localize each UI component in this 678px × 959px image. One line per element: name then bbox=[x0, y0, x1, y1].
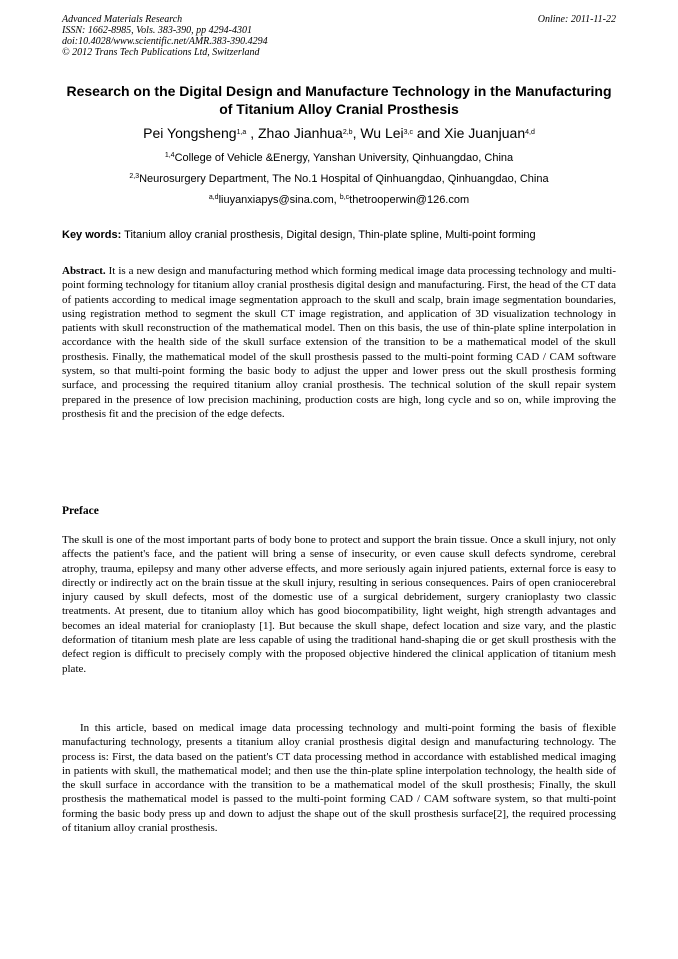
issn-line: ISSN: 1662-8985, Vols. 383-390, pp 4294-4301 bbox=[62, 25, 252, 36]
affiliation-text: College of Vehicle &Energy, Yanshan University, Qinhuangdao, China bbox=[174, 152, 514, 164]
abstract-label: Abstract. bbox=[62, 265, 106, 277]
author-sup: 3,c bbox=[403, 129, 414, 136]
body-paragraph: The skull is one of the most important parts of body bone to protect and support the brain tissue. Once a skull injury, not only affects the patient's face, and the patient will bring a sense of insecurity, or even cause skull defects syndrome, cerebral atrophy, trauma, epilepsy and many other adverse effects, and more seriously again injured patients, external force is easy to directly or indirectly act on the brain tissue at the skull injury, resulting in serious consequences. Pairs of open craniocerebral injury caused by skull defects, most of the domestic use of a surgical debridement, surgery cranioplasty two classic treatments. At present, due to titanium alloy which has good biocompatibility, light weight, high strength advantages and becomes an ideal material for cranioplasty [1]. But because the skull shape, defect location and size vary, and the plastic deformation of titanium mesh plate are less capable of using the traditional hand-shaping die or get skull prosthesis with the defect region is difficult to precisely comply with the proposed objective hindered the clinical application of titanium mesh plate. bbox=[62, 534, 616, 675]
email-sup: a,d bbox=[208, 194, 219, 201]
email-line bbox=[40, 193, 638, 207]
affiliation-sup: 2,3 bbox=[129, 173, 140, 180]
email-separator: , bbox=[333, 194, 340, 206]
affiliation bbox=[40, 172, 638, 186]
email-address: thetrooperwin@126.com bbox=[349, 194, 470, 206]
keywords-text: Titanium alloy cranial prosthesis, Digital design, Thin-plate spline, Multi-point forming bbox=[121, 229, 536, 241]
author-name: Zhao Jianhua bbox=[257, 125, 343, 141]
body-paragraph: In this article, based on medical image data processing technology and multi-point forming the basis of flexible manufacturing technology, presents a titanium alloy cranial prosthesis digital design and manufacturing technology. The process is: First, the data based on the patient's CT data processing method in accordance with established medical imaging in patients with skull, the mathematical model; and then use the thin-plate spline interpolation technology, the health side of the skull surface in accordance with the transition to be a mathematical model of the skull prosthesis; Finally, the skull prosthesis the mathematical model is passed to the multi-point forming CAD / CAM software system, so that multi-point forming the basic body press up and down to adjust the shape out of the skull prosthesis surface[2], the required processing of titanium alloy cranial prosthesis. bbox=[62, 722, 616, 835]
author-separator: , bbox=[246, 125, 258, 141]
email-sup: b,c bbox=[339, 194, 350, 201]
abstract bbox=[62, 264, 616, 421]
keywords-label: Key words: bbox=[62, 229, 122, 241]
journal-name: Advanced Materials Research bbox=[62, 14, 183, 25]
author-separator: , bbox=[352, 125, 361, 141]
author-list bbox=[40, 124, 638, 142]
copyright-line: © 2012 Trans Tech Publications Ltd, Switzerland bbox=[62, 47, 260, 58]
email-address: liuyanxiapys@sina.com bbox=[218, 194, 334, 206]
keywords bbox=[62, 228, 616, 242]
author-sup: 2,b bbox=[342, 129, 353, 136]
doi-line: doi:10.4028/www.scientific.net/AMR.383-390.4294 bbox=[62, 36, 268, 47]
author-name: Pei Yongsheng bbox=[143, 125, 237, 141]
section-heading: Preface bbox=[62, 505, 99, 517]
author-name: Xie Juanjuan bbox=[444, 125, 526, 141]
author-sup: 1,a bbox=[236, 129, 247, 136]
affiliation-text: Neurosurgery Department, The No.1 Hospital of Qinhuangdao, Qinhuangdao, China bbox=[139, 173, 549, 185]
affiliation-sup: 1,4 bbox=[164, 152, 175, 159]
paper-title: Research on the Digital Design and Manufacture Technology in the Manufacturing of Titanium Alloy Cranial Prosthesis bbox=[66, 83, 612, 117]
author-name: Wu Lei bbox=[360, 125, 404, 141]
affiliation bbox=[40, 151, 638, 165]
publication-header bbox=[62, 14, 616, 58]
abstract-text: It is a new design and manufacturing method which forming medical image data processing technology and multi-point forming technology for titanium alloy cranial prosthesis digital design and manufacturing. First, the head of the CT data of patients according to medical image segmentation approach to the skull and scalp, brain image segmentation boundaries, using registration method to segment the skull CT image registration, and application of 3D visualization technology in patients with skull reconstruction of the mathematical model. Then on this basis, the use of thin-plate spline interpolation in accordance with the health side of the skull surface extension of the transition to be a mathematical model of the skull prosthesis. Finally, the mathematical model of the skull prosthesis passed to the multi-point forming CAD / CAM software system, so that multi-point forming the basic body to adjust the upper and lower press out the skull prosthesis forming surface, and processing the required titanium alloy cranial prosthesis. The technical solution of the skull repair system prepared in the presence of low precision machining, production costs are high, long cycle and so on, while improving the prosthesis fit and the precision of the edge defects. bbox=[62, 265, 616, 420]
author-sup: 4,d bbox=[525, 129, 535, 136]
online-date: Online: 2011-11-22 bbox=[537, 14, 616, 25]
author-separator: and bbox=[413, 125, 445, 141]
